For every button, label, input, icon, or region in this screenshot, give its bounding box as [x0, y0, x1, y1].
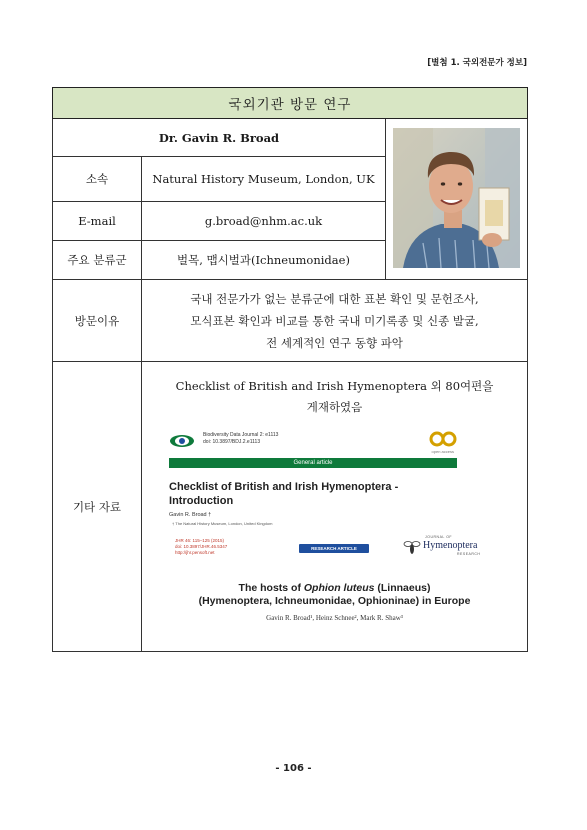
oa-text: open access — [431, 449, 455, 454]
checklist-title — [169, 480, 469, 508]
expert-name: Dr. Gavin R. Broad — [53, 119, 386, 157]
reason-line: 전 세계적인 연구 동향 파악 — [266, 335, 403, 350]
hosts-authors: Gavin R. Broad¹, Heinz Schnee², Mark R. Shaw³ — [266, 614, 403, 622]
reason-label: 방문이유 — [53, 280, 142, 362]
expert-info-table — [52, 87, 528, 652]
bdj-journal: Biodiversity Data Journal 2: e1113 — [203, 432, 279, 438]
research-article-badge: RESEARCH ARTICLE — [299, 544, 369, 553]
checklist-title-line: Checklist of British and Irish Hymenoptera - — [169, 481, 399, 493]
appendix-label: [별첨 1. 국외전문가 정보] — [427, 58, 527, 68]
hosts-title-line — [157, 582, 512, 595]
jhr-url: http://jhr.pensoft.net — [175, 550, 215, 555]
misc-label: 기타 자료 — [53, 362, 142, 652]
name-row — [53, 119, 528, 157]
misc-row — [53, 362, 528, 652]
hosts-title-post: (Linnaeus) — [374, 582, 431, 594]
hosts-species: Ophion luteus — [303, 582, 375, 594]
page-number: - 106 - — [275, 763, 312, 774]
misc-text — [142, 376, 527, 418]
hymenoptera-journal-name: Hymenoptera — [423, 540, 478, 551]
expert-photo-cell — [386, 119, 528, 280]
reason-line: 국내 전문가가 없는 분류군에 대한 표본 확인 및 문헌조사, — [190, 291, 479, 306]
misc-cell — [142, 362, 528, 652]
email-label: E-mail — [53, 202, 142, 241]
bdj-doi: doi: 10.3897/BDJ.2.e1113 — [203, 439, 261, 445]
affiliation-value: Natural History Museum, London, UK — [142, 157, 386, 202]
expert-photo — [393, 128, 520, 268]
table-title: 국외기관 방문 연구 — [53, 88, 528, 119]
checklist-author: Gavin R. Broad † — [169, 512, 212, 518]
taxon-value: 벌목, 맵시벌과(Ichneumonidae) — [142, 241, 386, 280]
reason-text — [142, 280, 528, 362]
table-title-row — [53, 88, 528, 119]
jhr-doi: doi: 10.3897/JHR.46.5347 — [175, 544, 228, 549]
bdj-eye-logo-icon — [169, 434, 195, 448]
misc-line: 게재하였음 — [306, 400, 363, 414]
hosts-title-line: (Hymenoptera, Ichneumonidae, Ophioninae) in Europe — [198, 595, 471, 607]
hymenoptera-wasp-logo-icon — [403, 538, 421, 556]
section-bar: General article — [169, 458, 457, 468]
checklist-affiliation: † The Natural History Museum, London, United Kingdom — [172, 521, 273, 526]
reason-row — [53, 280, 528, 362]
email-value[interactable]: g.broad@nhm.ac.uk — [142, 202, 386, 241]
hosts-title-pre: The hosts of — [238, 582, 304, 594]
research-label: RESEARCH — [457, 552, 481, 556]
reason-line: 모식표본 확인과 비교를 통한 국내 미기록종 및 신종 발굴, — [190, 313, 479, 328]
affiliation-label: 소속 — [53, 157, 142, 202]
jhr-reference: JHR 46: 115–125 (2015) — [175, 538, 224, 543]
taxon-label: 주요 분류군 — [53, 241, 142, 280]
bdj-header — [169, 430, 457, 456]
checklist-title-line: Introduction — [169, 495, 234, 507]
journal-of-label: JOURNAL OF — [425, 535, 453, 539]
publications-collage — [157, 426, 512, 646]
misc-line: Checklist of British and Irish Hymenoptera 외 80여편을 — [175, 379, 494, 393]
hosts-paper-title — [157, 582, 512, 608]
